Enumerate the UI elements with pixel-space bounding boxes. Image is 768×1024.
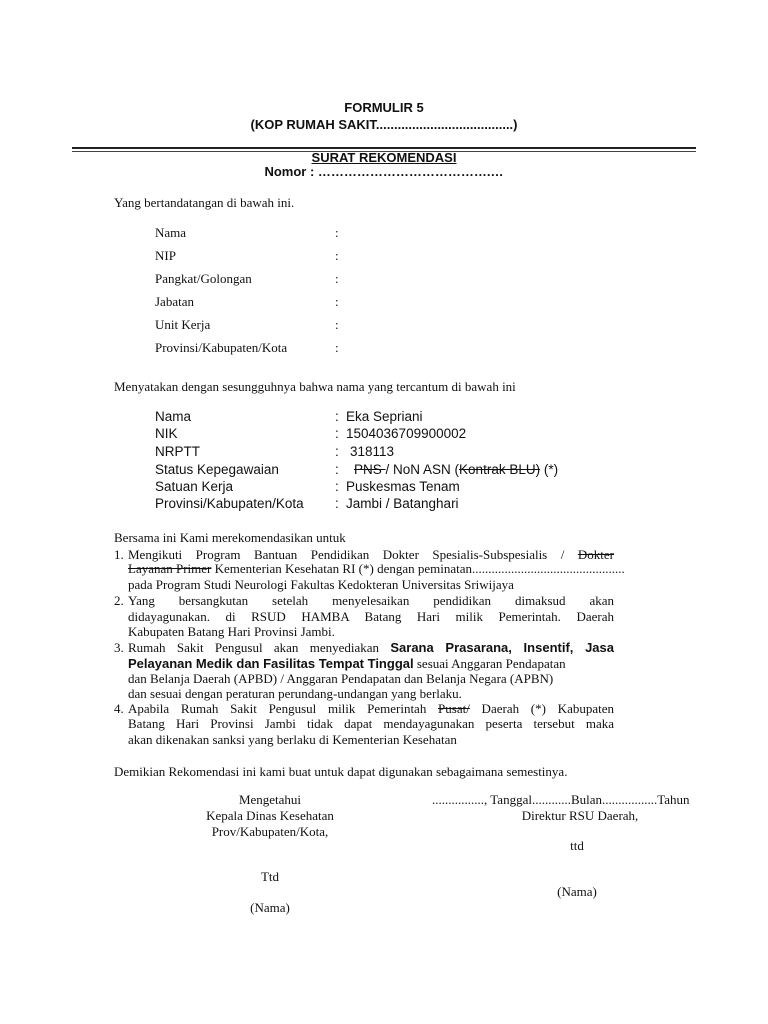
- signatory-label-nip: NIP: [155, 248, 176, 263]
- signatory-colon: :: [335, 271, 339, 286]
- signatory-label-jabatan: Jabatan: [155, 294, 194, 309]
- rec-colon: :: [335, 426, 339, 441]
- item4-struck-pusat: Pusat/: [438, 701, 470, 716]
- signatory-label-unit: Unit Kerja: [155, 317, 211, 332]
- sig-right-title: Direktur RSU Daerah,: [521, 808, 639, 823]
- item2-line3: Kabupaten Batang Hari Provinsi Jambi.: [128, 624, 335, 639]
- rec-label-status: Status Kepegawaian: [155, 462, 279, 477]
- rec-label-provinsi: Provinsi/Kabupaten/Kota: [155, 496, 304, 511]
- signatory-colon: :: [335, 294, 339, 309]
- item1-line1: Mengikuti Program Bantuan Pendidikan Dokter Spesialis-Subspesialis / Dokter: [128, 547, 614, 562]
- item3-line2: Pelayanan Medik dan Fasilitas Tempat Tinggal sesuai Anggaran Pendapatan: [128, 656, 566, 671]
- item3-bold-sarana: Sarana Prasarana, Insentif, Jasa: [390, 640, 614, 655]
- sig-right-date: ................, Tanggal............Bulan.................Tahun: [432, 792, 690, 807]
- sig-left-mengetahui: Mengetahui: [238, 792, 302, 807]
- letter-title: SURAT REKOMENDASI: [311, 150, 457, 165]
- rec-colon: :: [335, 496, 339, 511]
- rec-value-provinsi: Jambi / Batanghari: [346, 496, 459, 511]
- list-number: 3.: [114, 640, 124, 655]
- item2-line1: Yang bersangkutan setelah menyelesaikan pendidikan dimaksud akan: [128, 593, 614, 608]
- item4-line1: Apabila Rumah Sakit Pengusul milik Pemerintah Pusat/ Daerah (*) Kabupaten: [128, 701, 614, 716]
- rec-label-nik: NIK: [155, 426, 178, 441]
- sig-left-region: Prov/Kabupaten/Kota,: [211, 824, 329, 839]
- kop-line: (KOP RUMAH SAKIT......................................): [250, 117, 518, 132]
- sig-left-ttd: Ttd: [260, 869, 280, 884]
- signatory-label-pangkat: Pangkat/Golongan: [155, 271, 252, 286]
- recommended-intro: Menyatakan dengan sesungguhnya bahwa nama yang tercantum di bawah ini: [114, 379, 516, 394]
- item1-struck-dokter: Dokter: [577, 547, 614, 562]
- item1-line2: Layanan Primer Kementerian Kesehatan RI (*) dengan peminatan...............................................: [128, 561, 625, 576]
- rec-value-nrptt: 318113: [350, 444, 395, 459]
- signatory-intro: Yang bertandatangan di bawah ini.: [114, 195, 295, 210]
- list-number: 1.: [114, 547, 124, 562]
- item1-line3: pada Program Studi Neurologi Fakultas Kedokteran Universitas Sriwijaya: [128, 577, 514, 592]
- item3-line4: dan sesuai dengan peraturan perundang-undangan yang berlaku.: [128, 686, 462, 701]
- item1-struck-layanan: Layanan Primer: [128, 561, 212, 576]
- sig-right-ttd: ttd: [570, 838, 584, 853]
- signatory-colon: :: [335, 225, 339, 240]
- sig-left-name: (Nama): [250, 900, 290, 915]
- rec-colon: :: [335, 462, 339, 477]
- signatory-colon: :: [335, 340, 339, 355]
- rec-label-nama: Nama: [155, 409, 192, 424]
- status-tail: (*): [540, 462, 559, 477]
- item2-line2: didayagunakan. di RSUD HAMBA Batang Hari milik Pemerintah. Daerah: [128, 609, 614, 624]
- rec-value-satuan: Puskesmas Tenam: [346, 479, 460, 494]
- item3-bold-pelayanan: Pelayanan Medik dan Fasilitas Tempat Tinggal: [128, 656, 414, 671]
- status-kontrak-struck: Kontrak BLU): [459, 462, 541, 477]
- rec-colon: :: [335, 479, 339, 494]
- signatory-label-provinsi: Provinsi/Kabupaten/Kota: [155, 340, 288, 355]
- rec-label-nrptt: NRPTT: [155, 444, 200, 459]
- rec-label-satuan: Satuan Kerja: [155, 479, 234, 494]
- letter-number: Nomor : ………………………………….…: [264, 164, 504, 179]
- signatory-label-nama: Nama: [155, 225, 187, 240]
- rec-value-nik: 1504036709900002: [346, 426, 467, 441]
- list-number: 4.: [114, 701, 124, 716]
- rec-colon: :: [335, 409, 339, 424]
- header-rule-thick: [72, 147, 696, 149]
- rec-value-nama: Eka Sepriani: [346, 409, 423, 424]
- status-separator: / NoN ASN (: [385, 462, 460, 477]
- sig-left-title: Kepala Dinas Kesehatan: [206, 808, 334, 823]
- status-pns-struck: PNS: [354, 462, 386, 477]
- item3-line3: dan Belanja Daerah (APBD) / Anggaran Pendapatan dan Belanja Negara (APBN): [128, 671, 554, 686]
- sig-right-name: (Nama): [557, 884, 597, 899]
- list-number: 2.: [114, 593, 124, 608]
- closing-statement: Demikian Rekomendasi ini kami buat untuk dapat digunakan sebagaimana semestinya.: [114, 764, 568, 779]
- form-title: FORMULIR 5: [344, 100, 424, 115]
- item3-line1: Rumah Sakit Pengusul akan menyediakan Sarana Prasarana, Insentif, Jasa: [128, 640, 614, 655]
- rec-value-status: [354, 462, 558, 477]
- signatory-colon: :: [335, 248, 339, 263]
- item4-line3: akan dikenakan sanksi yang berlaku di Kementerian Kesehatan: [128, 732, 457, 747]
- rec-colon: :: [335, 444, 339, 459]
- signatory-colon: :: [335, 317, 339, 332]
- recommendation-intro: Bersama ini Kami merekomendasikan untuk: [114, 530, 346, 545]
- item4-line2: Batang Hari Provinsi Jambi tidak dapat mendayagunakan peserta tersebut maka: [128, 716, 614, 731]
